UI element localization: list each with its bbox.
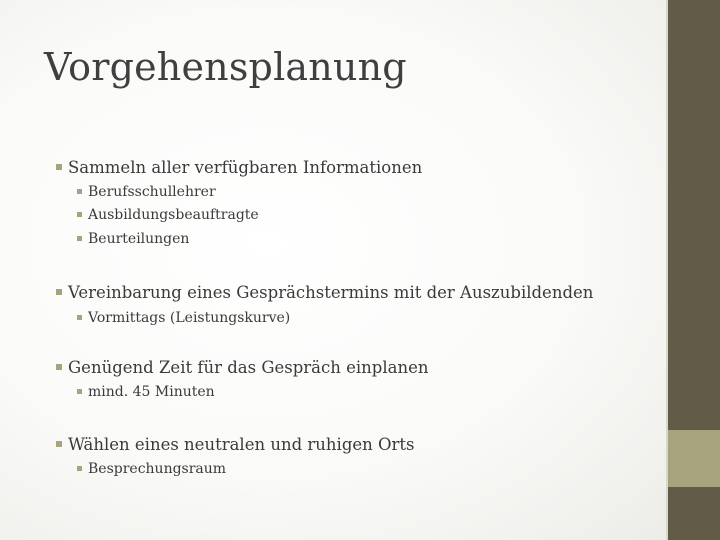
sub-bullet-text: Ausbildungsbeauftragte (88, 207, 259, 223)
sub-bullet-item (77, 382, 215, 402)
bullet-item (56, 282, 593, 304)
square-bullet-icon (77, 212, 82, 217)
decorative-sidebar-accent (668, 430, 720, 487)
bullet-item (56, 157, 422, 179)
square-bullet-icon (56, 441, 62, 447)
decorative-sidebar-bottom (668, 487, 720, 540)
square-bullet-icon (77, 389, 82, 394)
sub-bullet-item (77, 229, 189, 249)
square-bullet-icon (77, 466, 82, 471)
sub-bullet-text: Vormittags (Leistungskurve) (88, 310, 291, 326)
bullet-text: Wählen eines neutralen und ruhigen Orts (68, 435, 415, 454)
sub-bullet-text: mind. 45 Minuten (88, 384, 215, 400)
sub-bullet-text: Besprechungsraum (88, 461, 227, 477)
bullet-text: Genügend Zeit für das Gespräch einplanen (68, 358, 429, 377)
sub-bullet-item (77, 459, 226, 479)
sub-bullet-item (77, 205, 259, 225)
decorative-sidebar-top (668, 0, 720, 430)
bullet-item (56, 357, 429, 379)
bullet-text: Sammeln aller verfügbaren Informationen (68, 158, 423, 177)
slide-title: Vorgehensplanung (44, 45, 407, 89)
sub-bullet-item (77, 308, 290, 328)
square-bullet-icon (56, 364, 62, 370)
square-bullet-icon (77, 236, 82, 241)
square-bullet-icon (77, 315, 82, 320)
sub-bullet-item (77, 182, 216, 202)
bullet-text: Vereinbarung eines Gesprächstermins mit der Auszubildenden (68, 283, 594, 302)
square-bullet-icon (56, 164, 62, 170)
sub-bullet-text: Beurteilungen (88, 231, 190, 247)
bullet-item (56, 434, 415, 456)
square-bullet-icon (77, 189, 82, 194)
sub-bullet-text: Berufsschullehrer (88, 184, 216, 200)
square-bullet-icon (56, 289, 62, 295)
